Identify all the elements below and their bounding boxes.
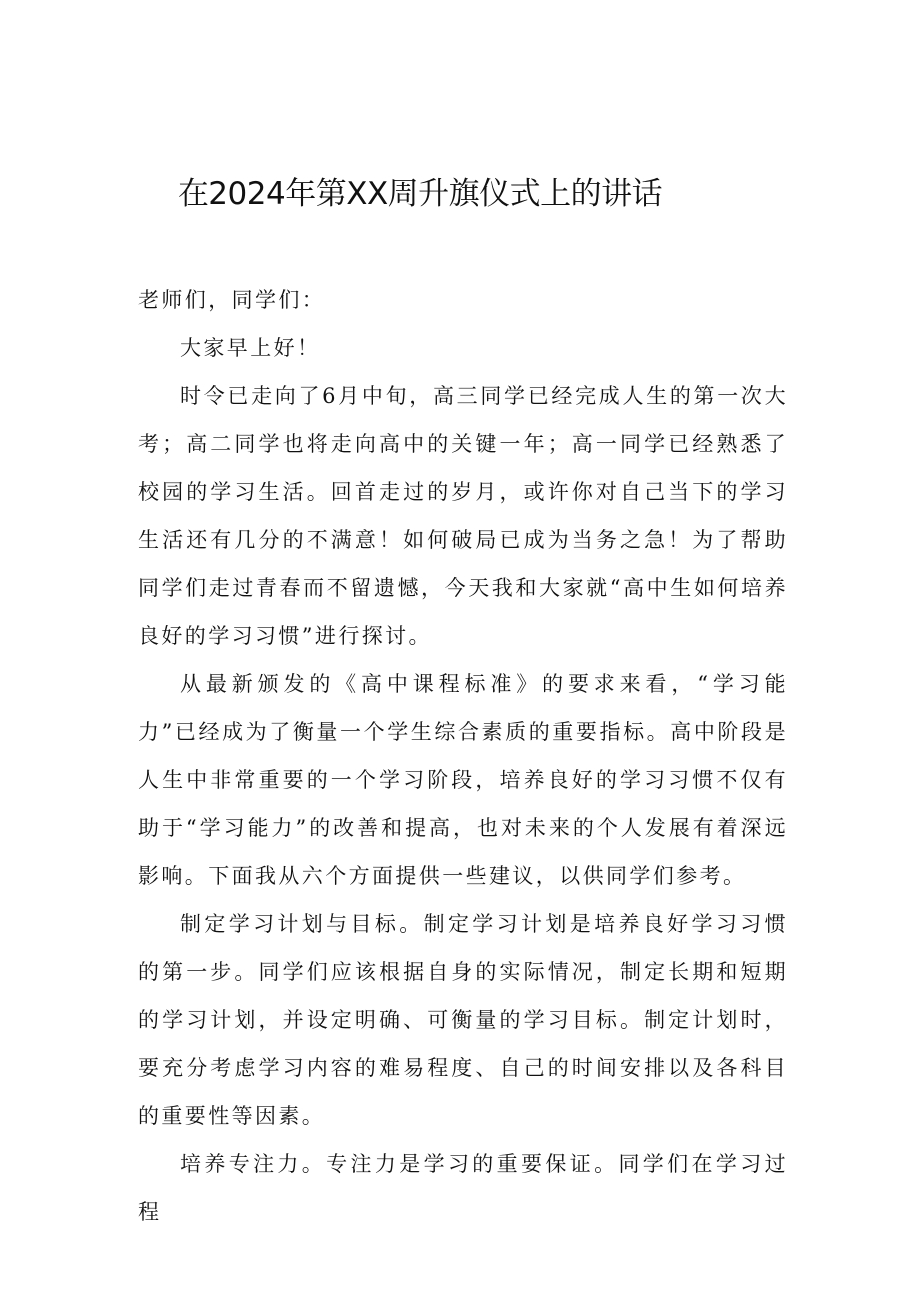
paragraph-curriculum: 从最新颁发的《高中课程标准》的要求来看，“学习能力”已经成为了衡量一个学生综合素质的重要指标。高中阶段是人生中非常重要的一个学习阶段，培养良好的学习习惯不仅有助于“学习能力”的改善和提高，也对未来的个人发展有着深远影响。下面我从六个方面提供一些建议，以供同学们参考。: [138, 672, 788, 888]
paragraph-focus: 培养专注力。专注力是学习的重要保证。同学们在学习过程: [138, 1152, 788, 1224]
document-title: 在2024年第XX周升旗仪式上的讲话: [177, 176, 663, 212]
paragraph-study-plan: 制定学习计划与目标。制定学习计划是培养良好学习习惯的第一步。同学们应该根据自身的实际情况，制定长期和短期的学习计划，并设定明确、可衡量的学习目标。制定计划时，要充分考虑学习内容的难易程度、自己的时间安排以及各科目的重要性等因素。: [138, 912, 788, 1128]
document-body: [138, 276, 788, 1236]
salutation: 老师们，同学们：: [138, 288, 326, 312]
paragraph-intro: 时令已走向了6月中旬，高三同学已经完成人生的第一次大考；高二同学也将走向高中的关键一年；高一同学已经熟悉了校园的学习生活。回首走过的岁月，或许你对自己当下的学习生活还有几分的不满意！如何破局已成为当务之急！为了帮助同学们走过青春而不留遗憾，今天我和大家就“高中生如何培养良好的学习习惯”进行探讨。: [138, 384, 788, 648]
paragraph-greeting: 大家早上好！: [180, 336, 321, 360]
